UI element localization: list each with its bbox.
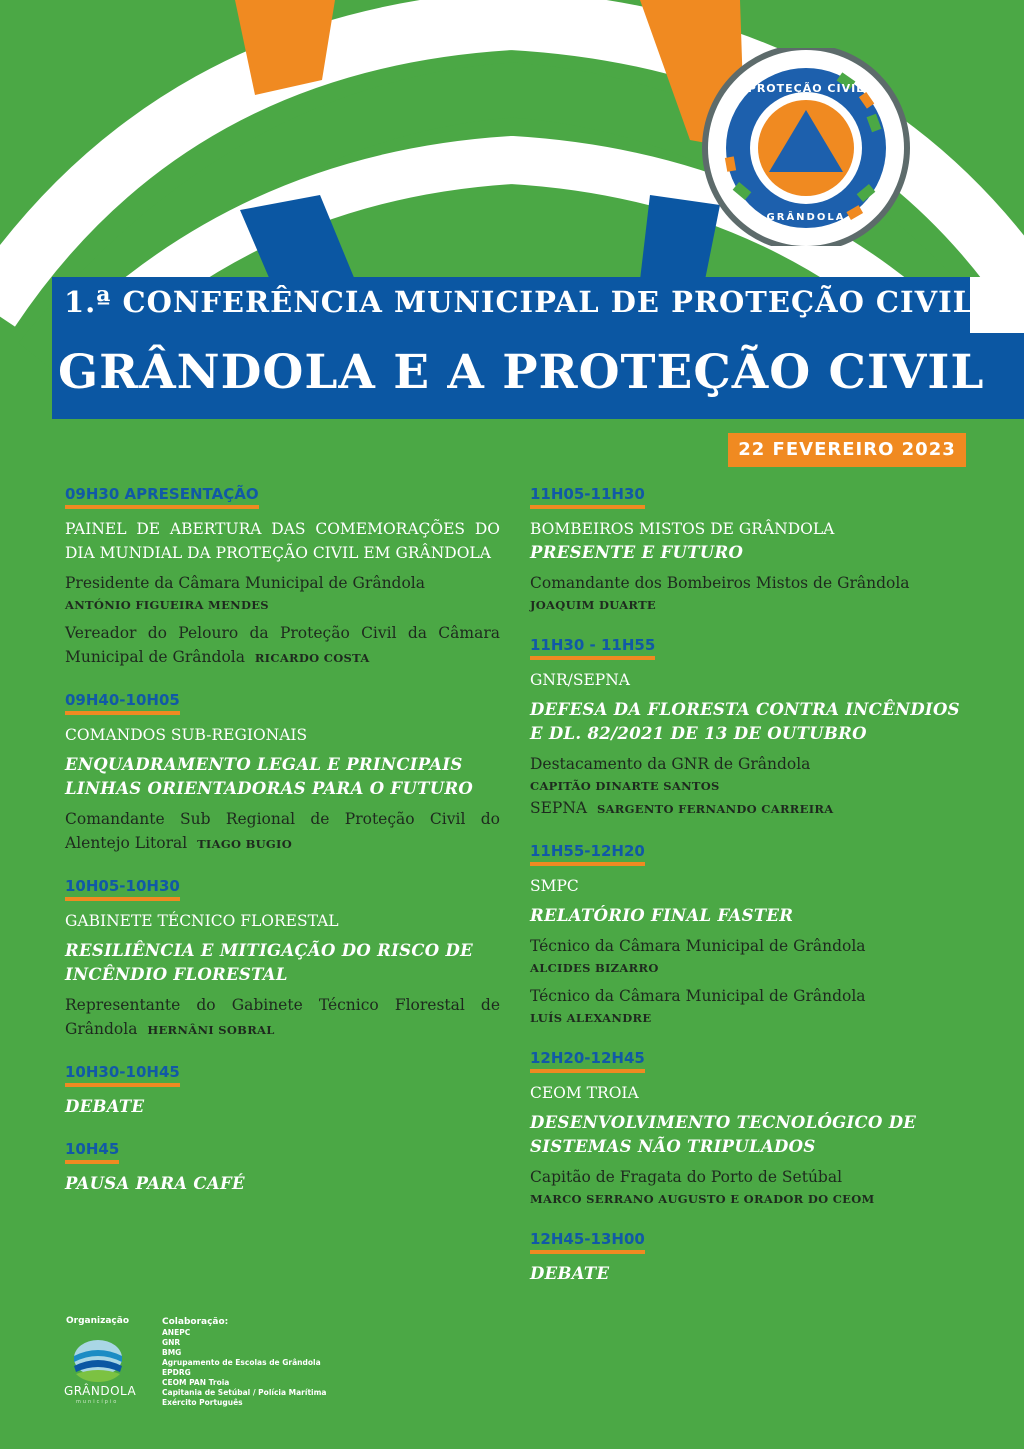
speaker-name: JOAQUIM DUARTE bbox=[530, 598, 656, 612]
speaker-role: Técnico da Câmara Municipal de Grândola bbox=[530, 937, 866, 955]
session-time: 10H45 bbox=[65, 1140, 119, 1164]
speaker-name: HERNÂNI SOBRAL bbox=[147, 1023, 275, 1037]
conference-title: GRÂNDOLA E A PROTEÇÃO CIVIL bbox=[58, 345, 985, 400]
speaker-role: Presidente da Câmara Municipal de Grândola bbox=[65, 574, 426, 592]
collaborator: CEOM PAN Troia bbox=[162, 1378, 230, 1387]
session-org: PAINEL DE ABERTURA DAS COMEMORAÇÕES DO DIA MUNDIAL DA PROTEÇÃO CIVIL EM GRÂNDOLA bbox=[65, 520, 500, 562]
collaborator: BMG bbox=[162, 1348, 182, 1357]
title-banner bbox=[52, 333, 1024, 419]
session-block bbox=[65, 876, 500, 1042]
session-time: 10H30-10H45 bbox=[65, 1063, 180, 1087]
speaker-name: LUÍS ALEXANDRE bbox=[530, 1011, 652, 1025]
conference-subtitle: 1.ª CONFERÊNCIA MUNICIPAL DE PROTEÇÃO CIVIL bbox=[64, 285, 975, 319]
session-org: GNR/SEPNA bbox=[530, 671, 630, 689]
speaker-role-text: Vereador do Pelouro da Proteção Civil da Câmara Municipal de Grândola bbox=[65, 624, 500, 666]
speaker-role: Técnico da Câmara Municipal de Grândola bbox=[530, 987, 866, 1005]
speaker-role bbox=[530, 796, 965, 821]
session-org: CEOM TROIA bbox=[530, 1084, 639, 1102]
speaker-role: Destacamento da GNR de Grândola bbox=[530, 755, 811, 773]
organization-label: Organização bbox=[66, 1316, 129, 1326]
grandola-logo-text: GRÂNDOLA bbox=[64, 1384, 137, 1398]
speaker-name: ALCIDES BIZARRO bbox=[530, 961, 659, 975]
speaker-role-text: Comandante Sub Regional de Proteção Civil do Alentejo Litoral bbox=[65, 810, 500, 852]
session-time: 11H30 - 11H55 bbox=[530, 636, 655, 660]
collaborator: GNR bbox=[162, 1338, 181, 1347]
session-block bbox=[530, 635, 965, 821]
session-topic: DESENVOLVIMENTO TECNOLÓGICO DE SISTEMAS NÃO TRIPULADOS bbox=[530, 1113, 917, 1156]
speaker-role: Comandante dos Bombeiros Mistos de Grândola bbox=[530, 574, 910, 592]
speaker-role-text: Representante do Gabinete Técnico Florestal de Grândola bbox=[65, 996, 500, 1038]
grandola-logo-subtext: município bbox=[76, 1399, 119, 1405]
speaker-name: SARGENTO FERNANDO CARREIRA bbox=[596, 802, 834, 816]
collaboration-list bbox=[162, 1316, 326, 1408]
subtitle-banner bbox=[52, 277, 975, 333]
collaborator: ANEPC bbox=[162, 1328, 191, 1337]
protecao-civil-logo bbox=[698, 48, 916, 246]
session-org: GABINETE TÉCNICO FLORESTAL bbox=[65, 912, 339, 930]
session-org: BOMBEIROS MISTOS DE GRÂNDOLA bbox=[530, 520, 835, 538]
speaker-role: Capitão de Fragata do Porto de Setúbal bbox=[530, 1168, 843, 1186]
session-org: COMANDOS SUB-REGIONAIS bbox=[65, 726, 308, 744]
session-topic: RELATÓRIO FINAL FASTER bbox=[530, 906, 794, 925]
session-block bbox=[65, 690, 500, 856]
speaker-role bbox=[65, 807, 500, 856]
session-topic: PRESENTE E FUTURO bbox=[530, 543, 744, 562]
session-topic: DEFESA DA FLORESTA CONTRA INCÊNDIOS E DL. 82/2021 DE 13 DE OUTUBRO bbox=[530, 700, 960, 743]
logo-bottom-text: GRÂNDOLA bbox=[766, 212, 846, 223]
speaker-role bbox=[65, 993, 500, 1042]
session-topic: DEBATE bbox=[530, 1264, 610, 1283]
program-left-column bbox=[65, 484, 500, 1216]
program-right-column bbox=[530, 484, 965, 1306]
session-block bbox=[65, 1062, 500, 1119]
session-block bbox=[65, 484, 500, 670]
session-time: 11H05-11H30 bbox=[530, 485, 645, 509]
collaborator: EPDRG bbox=[162, 1368, 191, 1377]
session-time: 09H30 APRESENTAÇÃO bbox=[65, 485, 259, 509]
session-time: 12H20-12H45 bbox=[530, 1049, 645, 1073]
collaborator: Exército Português bbox=[162, 1398, 243, 1407]
speaker-name: ANTÓNIO FIGUEIRA MENDES bbox=[65, 598, 269, 612]
speaker-role bbox=[65, 621, 500, 670]
session-block bbox=[530, 484, 965, 615]
session-org: SMPC bbox=[530, 877, 579, 895]
session-topic: DEBATE bbox=[65, 1097, 145, 1116]
session-topic: ENQUADRAMENTO LEGAL E PRINCIPAIS LINHAS ORIENTADORAS PARA O FUTURO bbox=[65, 755, 474, 798]
session-block bbox=[530, 841, 965, 1028]
session-time: 09H40-10H05 bbox=[65, 691, 180, 715]
session-block bbox=[65, 1139, 500, 1196]
speaker-name: RICARDO COSTA bbox=[254, 651, 370, 665]
session-topic: RESILIÊNCIA E MITIGAÇÃO DO RISCO DE INCÊNDIO FLORESTAL bbox=[65, 941, 473, 984]
collaboration-label: Colaboração: bbox=[162, 1317, 229, 1327]
session-block bbox=[530, 1048, 965, 1209]
collaborator: Agrupamento de Escolas de Grândola bbox=[162, 1358, 321, 1367]
speaker-name: CAPITÃO DINARTE SANTOS bbox=[530, 779, 720, 793]
session-time: 12H45-13H00 bbox=[530, 1230, 645, 1254]
speaker-name: MARCO SERRANO AUGUSTO E ORADOR DO CEOM bbox=[530, 1192, 875, 1206]
session-topic: PAUSA PARA CAFÉ bbox=[65, 1174, 245, 1193]
session-time: 11H55-12H20 bbox=[530, 842, 645, 866]
session-block bbox=[530, 1229, 965, 1286]
speaker-role-text: SEPNA bbox=[530, 799, 588, 817]
collaborator: Capitania de Setúbal / Polícia Marítima bbox=[162, 1388, 327, 1397]
logo-top-text: PROTEÇÃO CIVIL bbox=[747, 82, 865, 95]
date-badge: 22 FEVEREIRO 2023 bbox=[728, 433, 966, 467]
speaker-name: TIAGO BUGIO bbox=[197, 837, 293, 851]
session-time: 10H05-10H30 bbox=[65, 877, 180, 901]
